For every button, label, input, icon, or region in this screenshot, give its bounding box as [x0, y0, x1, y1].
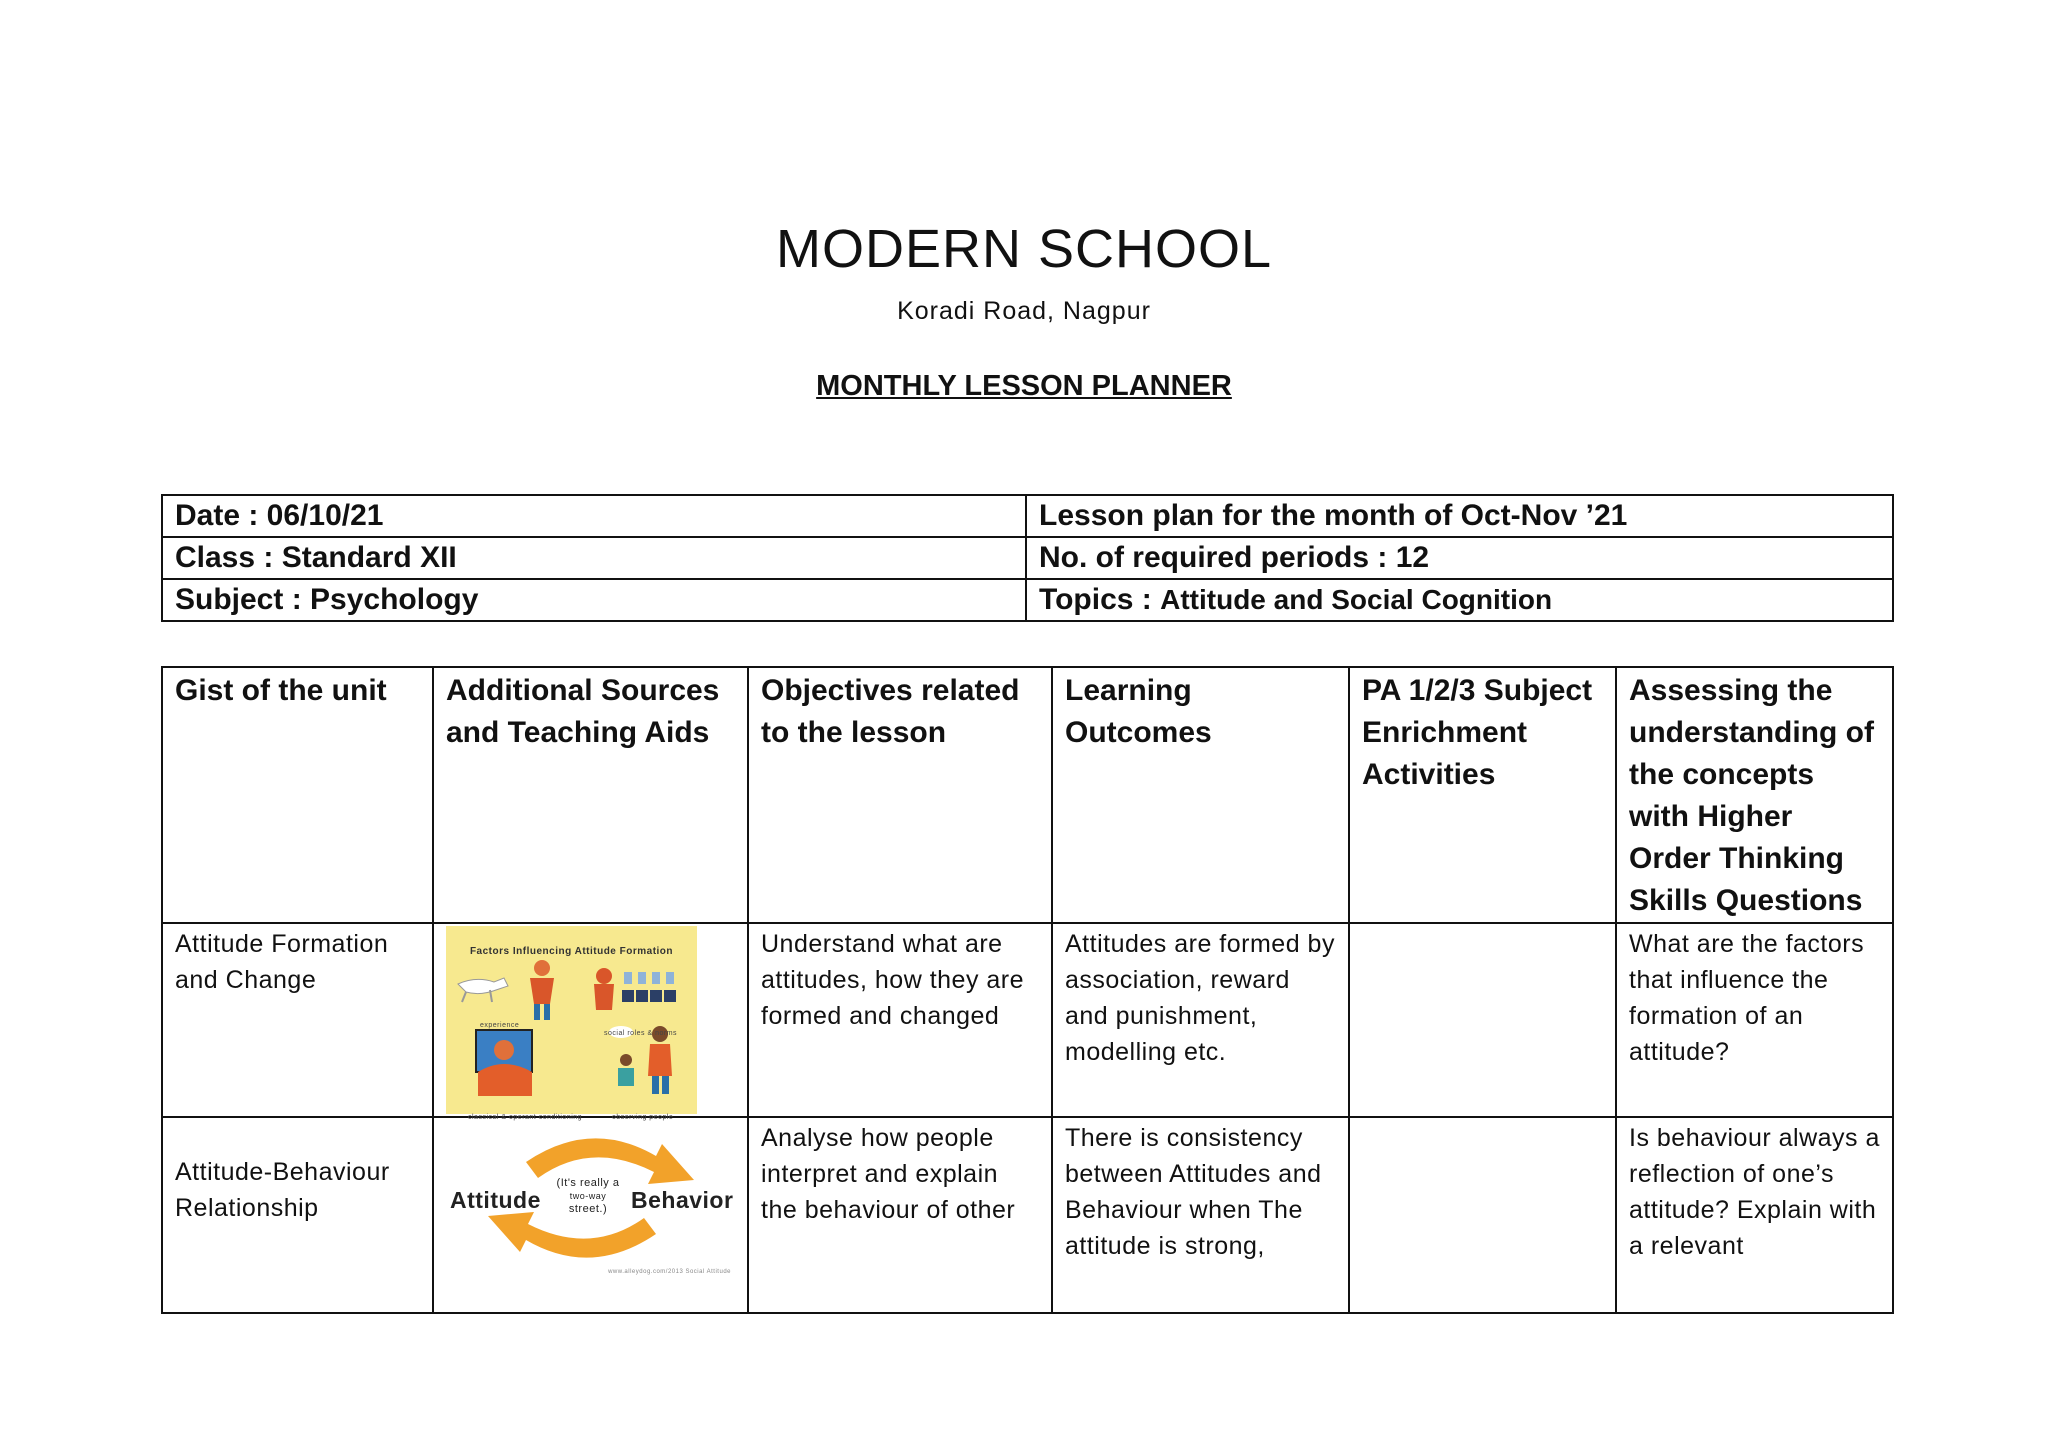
assessing-cell: Is behaviour always a reflection of one’s attitude? Explain with a relevant [1616, 1117, 1893, 1313]
image-label: experience [480, 1022, 520, 1029]
header-gist: Gist of the unit [162, 667, 433, 923]
lesson-plan-table [161, 666, 1894, 1314]
date-cell: Date : 06/10/21 [162, 495, 1026, 537]
gist-cell: Attitude Formation and Change [162, 923, 433, 1117]
attitude-behavior-cycle-image [446, 1118, 736, 1278]
aid-cell [433, 1117, 748, 1313]
header-activities: PA 1/2/3 Subject Enrichment Activities [1349, 667, 1616, 923]
activities-cell [1349, 923, 1616, 1117]
image-label: classical & operant conditioning [468, 1114, 583, 1121]
image-label: observing people [612, 1114, 674, 1121]
objectives-cell: Understand what are attitudes, how they are formed and changed [748, 923, 1052, 1117]
subject-cell: Subject : Psychology [162, 579, 1026, 621]
outcomes-cell: Attitudes are formed by association, reward and punishment, modelling etc. [1052, 923, 1349, 1117]
info-row [162, 537, 1893, 579]
attitude-word: Attitude [450, 1187, 541, 1213]
header-objectives: Objectives related to the lesson [748, 667, 1052, 923]
topics-value: Attitude and Social Cognition [1160, 584, 1553, 615]
image-label: social roles & norms [604, 1030, 678, 1037]
behavior-word: Behavior [631, 1187, 734, 1213]
activities-cell [1349, 1117, 1616, 1313]
objectives-cell: Analyse how people interpret and explain the behaviour of other [748, 1117, 1052, 1313]
assessing-cell: What are the factors that influence the formation of an attitude? [1616, 923, 1893, 1117]
header-outcomes: Learning Outcomes [1052, 667, 1349, 923]
image-title: Factors Influencing Attitude Formation [469, 946, 674, 957]
info-row [162, 579, 1893, 621]
table-row [162, 1117, 1893, 1313]
header-assessing: Assessing the understanding of the concepts with Higher Order Thinking Skills Questions [1616, 667, 1893, 923]
bottom-arrow-icon [488, 1212, 656, 1258]
header-sources: Additional Sources and Teaching Aids [433, 667, 748, 923]
header-row [162, 667, 1893, 923]
note-line: (It's really a [556, 1177, 620, 1189]
attitude-formation-image [446, 926, 697, 1121]
info-row [162, 495, 1893, 537]
info-table [161, 494, 1894, 622]
image-credit: www.alleydog.com/2013 Social Attitude [608, 1269, 731, 1275]
topics-cell [1026, 579, 1893, 621]
note-line: street.) [568, 1203, 608, 1215]
periods-cell: No. of required periods : 12 [1026, 537, 1893, 579]
class-cell: Class : Standard XII [162, 537, 1026, 579]
planner-title: MONTHLY LESSON PLANNER [816, 370, 1232, 402]
school-name: MODERN SCHOOL [775, 219, 1273, 279]
gist-cell: Attitude-Behaviour Relationship [162, 1117, 433, 1313]
topics-label: Topics : [1039, 583, 1161, 616]
month-cell: Lesson plan for the month of Oct-Nov ’21 [1026, 495, 1893, 537]
outcomes-cell: There is consistency between Attitudes and Behaviour when The attitude is strong, [1052, 1117, 1349, 1313]
note-line: two-way [569, 1191, 607, 1201]
aid-cell [433, 923, 748, 1121]
school-address: Koradi Road, Nagpur [897, 297, 1151, 325]
table-row [162, 923, 1893, 1117]
